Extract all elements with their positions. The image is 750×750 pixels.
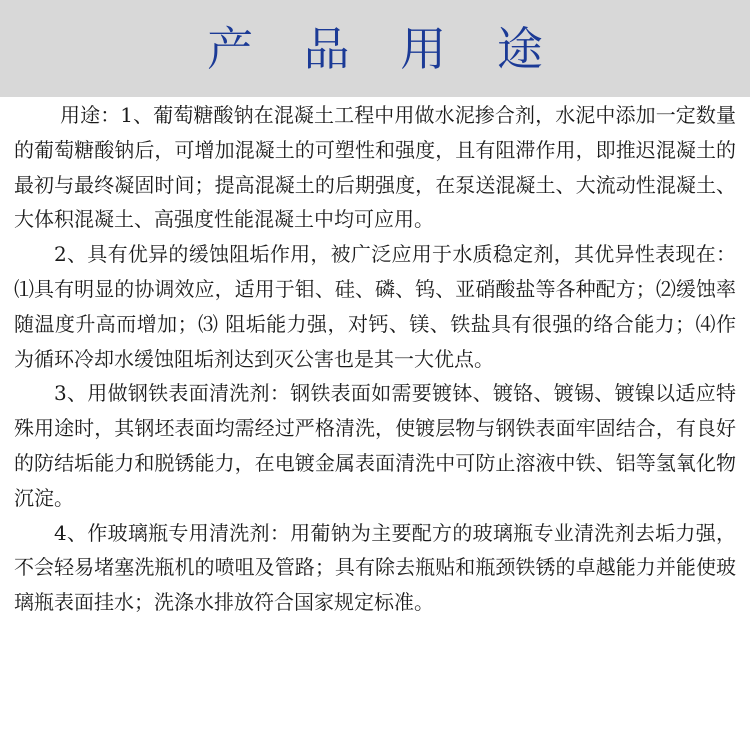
paragraph-concrete-admixture: 用途：1、葡萄糖酸钠在混凝土工程中用做水泥掺合剂，水泥中添加一定数量的葡萄糖酸钠后，可增加混凝土的可塑性和强度，且有阻滞作用，即推迟混凝土的最初与最终凝固时间；提高混凝土的后期强度，在泵送混凝土、大流动性混凝土、大体积混凝土、高强度性能混凝土中均可应用。 bbox=[14, 103, 736, 232]
paragraph-steel-surface-cleaner: 3、用做钢铁表面清洗剂：钢铁表面如需要镀钵、镀铬、镀锡、镀镍以适应特殊用途时，其钢坯表面均需经过严格清洗，使镀层物与钢铁表面牢固结合，有良好的防结垢能力和脱锈能力，在电镀金属表面清洗中可防止溶液中铁、铝等氢氧化物沉淀。 bbox=[14, 381, 736, 510]
product-uses-text bbox=[14, 98, 736, 620]
paragraph-glass-bottle-cleaner: 4、作玻璃瓶专用清洗剂：用葡钠为主要配方的玻璃瓶专业清洗剂去垢力强，不会轻易堵塞洗瓶机的喷咀及管路；具有除去瓶贴和瓶颈铁锈的卓越能力并能使玻璃瓶表面挂水；洗涤水排放符合国家规定标准。 bbox=[14, 520, 736, 615]
paragraph-corrosion-inhibitor: 2、具有优异的缓蚀阻垢作用，被广泛应用于水质稳定剂，其优异性表现在：⑴具有明显的协调效应，适用于钼、硅、磷、钨、亚硝酸盐等各种配方；⑵缓蚀率随温度升高而增加；⑶ 阻垢能力强，对钙、镁、铁盐具有很强的络合能力；⑷作为循环冷却水缓蚀阻垢剂达到灭公害也是其一大优点。 bbox=[14, 242, 736, 371]
title-banner bbox=[0, 0, 750, 97]
page-title: 产 品 用 途 bbox=[207, 21, 561, 76]
